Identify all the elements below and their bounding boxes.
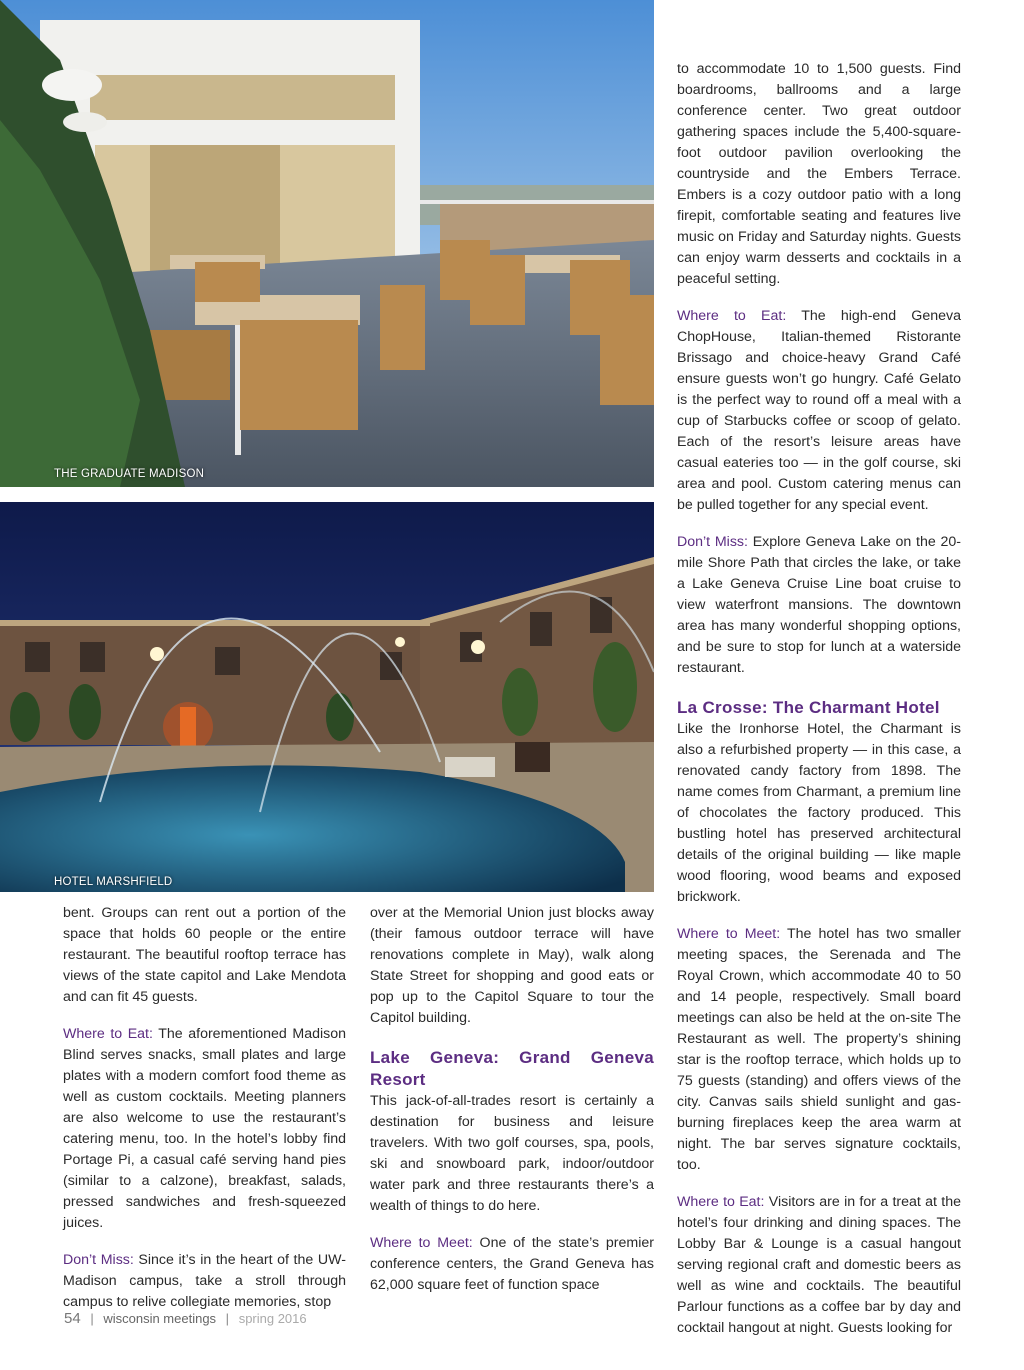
footer-separator: | — [90, 1311, 94, 1326]
subhead-lead: Where to Eat: — [677, 308, 787, 324]
section-heading-lake-geneva: Lake Geneva: Grand Geneva Resort — [370, 1048, 654, 1089]
paragraph-text: The high-end Geneva ChopHouse, Italian-themed Ristorante Brissago and choice-heavy Grand Café ensure guests won’t go hungry. Café Gelato is the perfect way to round off a meal with a cup of Starbucks coffee or scoop of gelato. Each of the resort’s leisure areas have casual eateries too — in the golf course, ski area and pool. Custom catering menus can be pulled together for any special event. — [677, 308, 961, 513]
page-footer — [64, 1310, 307, 1327]
paragraph-text: Like the Ironhorse Hotel, the Charmant is also a refurbished property — in this case, a renovated candy factory from 1898. The name comes from Charmant, a premium line of chocolates the factory produced. This bustling hotel has preserved architectural details of the original building — like maple wood flooring, wood beams and exposed brickwork. — [677, 721, 961, 905]
article-column-3 — [677, 59, 961, 1355]
paragraph-text: This jack-of-all-trades resort is certainly a destination for business and leisure travelers. With two golf courses, spa, pools, ski and snowboard park, indoor/outdoor water park and three restaurants there’s a wealth of things to do here. — [370, 1093, 654, 1214]
subhead-lead: Don’t Miss: — [63, 1252, 134, 1268]
paragraph-text: One of the state’s premier conference centers, the Grand Geneva has 62,000 square feet of function space — [370, 1235, 654, 1293]
paragraph-text: over at the Memorial Union just blocks away (their famous outdoor terrace will have renovations complete in May), walk along State Street for shopping and good eats or pop up to the Capitol Square to tour the Capitol building. — [370, 905, 654, 1026]
paragraph-text: bent. Groups can rent out a portion of the space that holds 60 people or the entire restaurant. The beautiful rooftop terrace has views of the state capitol and Lake Mendota and can fit 45 guests. — [63, 905, 346, 1005]
paragraph-where-to-eat — [677, 306, 961, 516]
paragraph-text: The aforementioned Madison Blind serves snacks, small plates and large plates with a modern comfort food theme as well as custom cocktails. Meeting planners are also welcome to use the restaurant’s catering menu, too. In the hotel’s lobby find Portage Pi, a casual café serving hand pies (similar to a calzone), breakfast, salads, pressed sandwiches and fresh-squeezed juices. — [63, 1026, 346, 1231]
paragraph-where-to-eat — [63, 1024, 346, 1234]
page-number: 54 — [64, 1310, 81, 1327]
footer-separator: | — [225, 1311, 230, 1326]
pool-photo-art — [0, 502, 654, 892]
photo-graduate-madison — [0, 0, 654, 487]
terrace-photo-art — [0, 0, 654, 487]
paragraph — [370, 903, 654, 1029]
paragraph-dont-miss — [63, 1250, 346, 1313]
photo-hotel-marshfield — [0, 502, 654, 892]
paragraph-text: to accommodate 10 to 1,500 guests. Find boardrooms, ballrooms and a large conference center. Two great outdoor gathering spaces include the 5,400-square-foot outdoor pavilion overlooking the countryside and the Embers Terrace. Embers is a cozy outdoor patio with a long firepit, comfortable seating and features live music on Friday and Saturday nights. Guests can enjoy warm desserts and cocktails in a peaceful setting. — [677, 61, 961, 287]
paragraph-text: The hotel has two smaller meeting spaces, the Serenada and The Royal Crown, which accommodate 40 to 50 and 14 people, respectively. Small board meetings can also be held at the on-site The Restaurant as well. The property’s shining star is the rooftop terrace, which holds up to 75 guests (standing) and offers views of the city. Canvas sails shield sunlight and gas-burning fireplaces keep the area warm at night. The bar serves signature cocktails, too. — [677, 926, 961, 1173]
paragraph — [370, 1091, 654, 1217]
article-column-1 — [63, 903, 346, 1329]
subhead-lead: Where to Eat: — [677, 1194, 765, 1210]
subhead-lead: Where to Meet: — [677, 926, 781, 942]
paragraph-where-to-eat — [677, 1192, 961, 1339]
paragraph — [677, 59, 961, 290]
paragraph — [63, 903, 346, 1008]
issue-season: spring 2016 — [238, 1311, 307, 1326]
section-heading-la-crosse: La Crosse: The Charmant Hotel — [677, 698, 940, 717]
paragraph-where-to-meet — [677, 924, 961, 1176]
subhead-lead: Where to Eat: — [63, 1026, 153, 1042]
photo-caption-bottom: HOTEL MARSHFIELD — [54, 876, 173, 888]
subhead-lead: Don’t Miss: — [677, 534, 748, 550]
paragraph-text: Visitors are in for a treat at the hotel’s four drinking and dining spaces. The Lobby Bar & Lounge is a casual hangout serving regional craft and domestic beers as well as wine and cocktails. The beautiful Parlour functions as a coffee bar by day and cocktail hangout at night. Guests looking for — [677, 1194, 961, 1336]
paragraph-text: Explore Geneva Lake on the 20-mile Shore Path that circles the lake, or take a Lake Geneva Cruise Line boat cruise to view waterfront mansions. The downtown area has many wonderful shopping options, and be sure to stop for lunch at a waterside restaurant. — [677, 534, 961, 676]
publication-name: wisconsin meetings — [103, 1311, 217, 1326]
paragraph — [677, 719, 961, 908]
subhead-lead: Where to Meet: — [370, 1235, 473, 1251]
paragraph-dont-miss — [677, 532, 961, 679]
paragraph-where-to-meet — [370, 1233, 654, 1296]
paragraph-text: Since it’s in the heart of the UW-Madison campus, take a stroll through campus to relive collegiate memories, stop — [63, 1252, 346, 1310]
article-column-2 — [370, 903, 654, 1312]
photo-caption-top: THE GRADUATE MADISON — [54, 468, 205, 480]
